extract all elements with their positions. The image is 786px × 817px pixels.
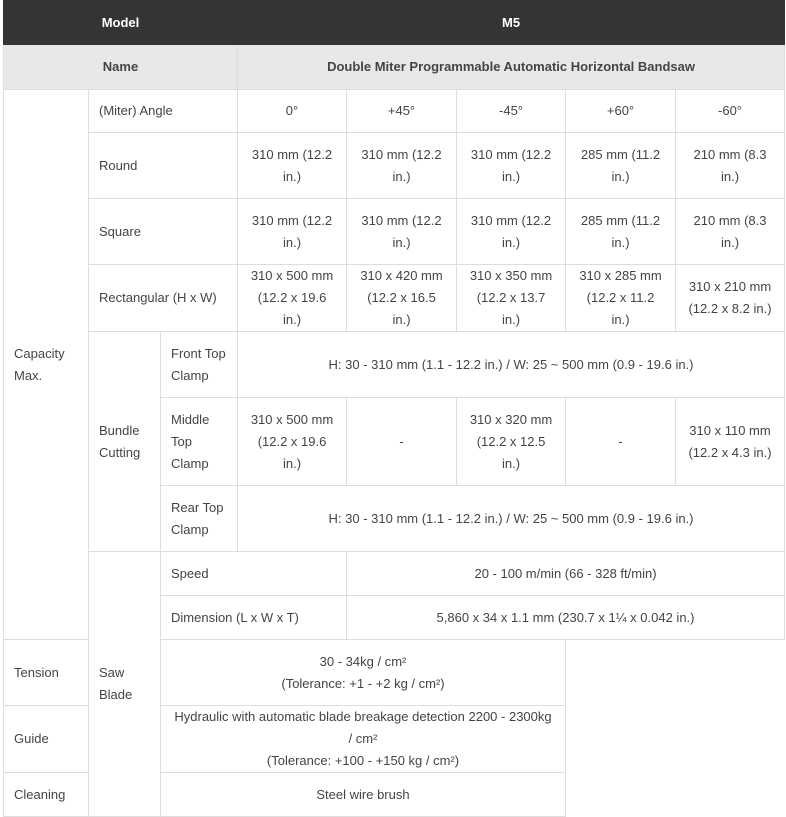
square-value: 310 mm (12.2 in.)	[457, 199, 566, 265]
square-label: Square	[89, 199, 238, 265]
angle-row	[4, 90, 785, 133]
cleaning-value: Steel wire brush	[161, 773, 566, 817]
bundle-cutting-label: Bundle Cutting	[89, 332, 161, 552]
rectangular-row	[4, 265, 785, 332]
spec-table	[3, 0, 785, 817]
guide-label: Guide	[4, 706, 161, 773]
middle-clamp-value: 310 x 110 mm (12.2 x 4.3 in.)	[676, 398, 785, 486]
rear-clamp-label: Rear Top Clamp	[161, 486, 238, 552]
round-row	[4, 133, 785, 199]
angle-label: (Miter) Angle	[89, 90, 238, 133]
name-label: Name	[4, 45, 238, 90]
tension-value	[161, 640, 566, 706]
dimension-label: Dimension (L x W x T)	[161, 596, 347, 640]
cleaning-label: Cleaning	[4, 773, 161, 817]
square-value: 285 mm (11.2 in.)	[566, 199, 676, 265]
rectangular-value: 310 x 500 mm (12.2 x 19.6 in.)	[238, 265, 347, 332]
dimension-value: 5,860 x 34 x 1.1 mm (230.7 x 1¼ x 0.042 in.)	[347, 596, 785, 640]
middle-clamp-label: Middle Top Clamp	[161, 398, 238, 486]
rectangular-value: 310 x 285 mm (12.2 x 11.2 in.)	[566, 265, 676, 332]
square-value: 310 mm (12.2 in.)	[238, 199, 347, 265]
rectangular-value: 310 x 210 mm (12.2 x 8.2 in.)	[676, 265, 785, 332]
angle-minus45: -45°	[457, 90, 566, 133]
speed-label: Speed	[161, 552, 347, 596]
guide-description: Hydraulic with automatic blade breakage detection 2200 - 2300kg / cm²	[174, 709, 552, 746]
rear-clamp-value: H: 30 - 310 mm (1.1 - 12.2 in.) / W: 25 ~ 500 mm (0.9 - 19.6 in.)	[238, 486, 785, 552]
rectangular-label: Rectangular (H x W)	[89, 265, 238, 332]
rectangular-value: 310 x 420 mm (12.2 x 16.5 in.)	[347, 265, 457, 332]
tension-label: Tension	[4, 640, 161, 706]
tension-range: 30 - 34kg / cm²	[319, 653, 407, 669]
speed-row	[4, 552, 785, 596]
guide-value	[161, 706, 566, 773]
header-row	[4, 1, 785, 45]
round-value: 310 mm (12.2 in.)	[457, 133, 566, 199]
round-label: Round	[89, 133, 238, 199]
square-value: 210 mm (8.3 in.)	[676, 199, 785, 265]
middle-clamp-value: 310 x 500 mm (12.2 x 19.6 in.)	[238, 398, 347, 486]
front-clamp-value: H: 30 - 310 mm (1.1 - 12.2 in.) / W: 25 ~ 500 mm (0.9 - 19.6 in.)	[238, 332, 785, 398]
square-value: 310 mm (12.2 in.)	[347, 199, 457, 265]
middle-clamp-value: 310 x 320 mm (12.2 x 12.5 in.)	[457, 398, 566, 486]
saw-blade-label: Saw Blade	[89, 552, 161, 817]
round-value: 210 mm (8.3 in.)	[676, 133, 785, 199]
angle-plus45: +45°	[347, 90, 457, 133]
round-value: 285 mm (11.2 in.)	[566, 133, 676, 199]
guide-tolerance: (Tolerance: +100 - +150 kg / cm²)	[266, 753, 460, 768]
tension-tolerance: (Tolerance: +1 - +2 kg / cm²)	[281, 675, 445, 691]
rectangular-value: 310 x 350 mm (12.2 x 13.7 in.)	[457, 265, 566, 332]
speed-value: 20 - 100 m/min (66 - 328 ft/min)	[347, 552, 785, 596]
capacity-label: Capacity Max.	[4, 90, 89, 640]
square-row	[4, 199, 785, 265]
front-clamp-row	[4, 332, 785, 398]
middle-clamp-value: -	[566, 398, 676, 486]
angle-plus60: +60°	[566, 90, 676, 133]
middle-clamp-value: -	[347, 398, 457, 486]
model-value: M5	[238, 1, 785, 45]
angle-0: 0°	[238, 90, 347, 133]
name-value: Double Miter Programmable Automatic Horizontal Bandsaw	[238, 45, 785, 90]
round-value: 310 mm (12.2 in.)	[238, 133, 347, 199]
model-label: Model	[4, 1, 238, 45]
guide-row	[4, 706, 785, 773]
name-row	[4, 45, 785, 90]
angle-minus60: -60°	[676, 90, 785, 133]
round-value: 310 mm (12.2 in.)	[347, 133, 457, 199]
front-clamp-label: Front Top Clamp	[161, 332, 238, 398]
